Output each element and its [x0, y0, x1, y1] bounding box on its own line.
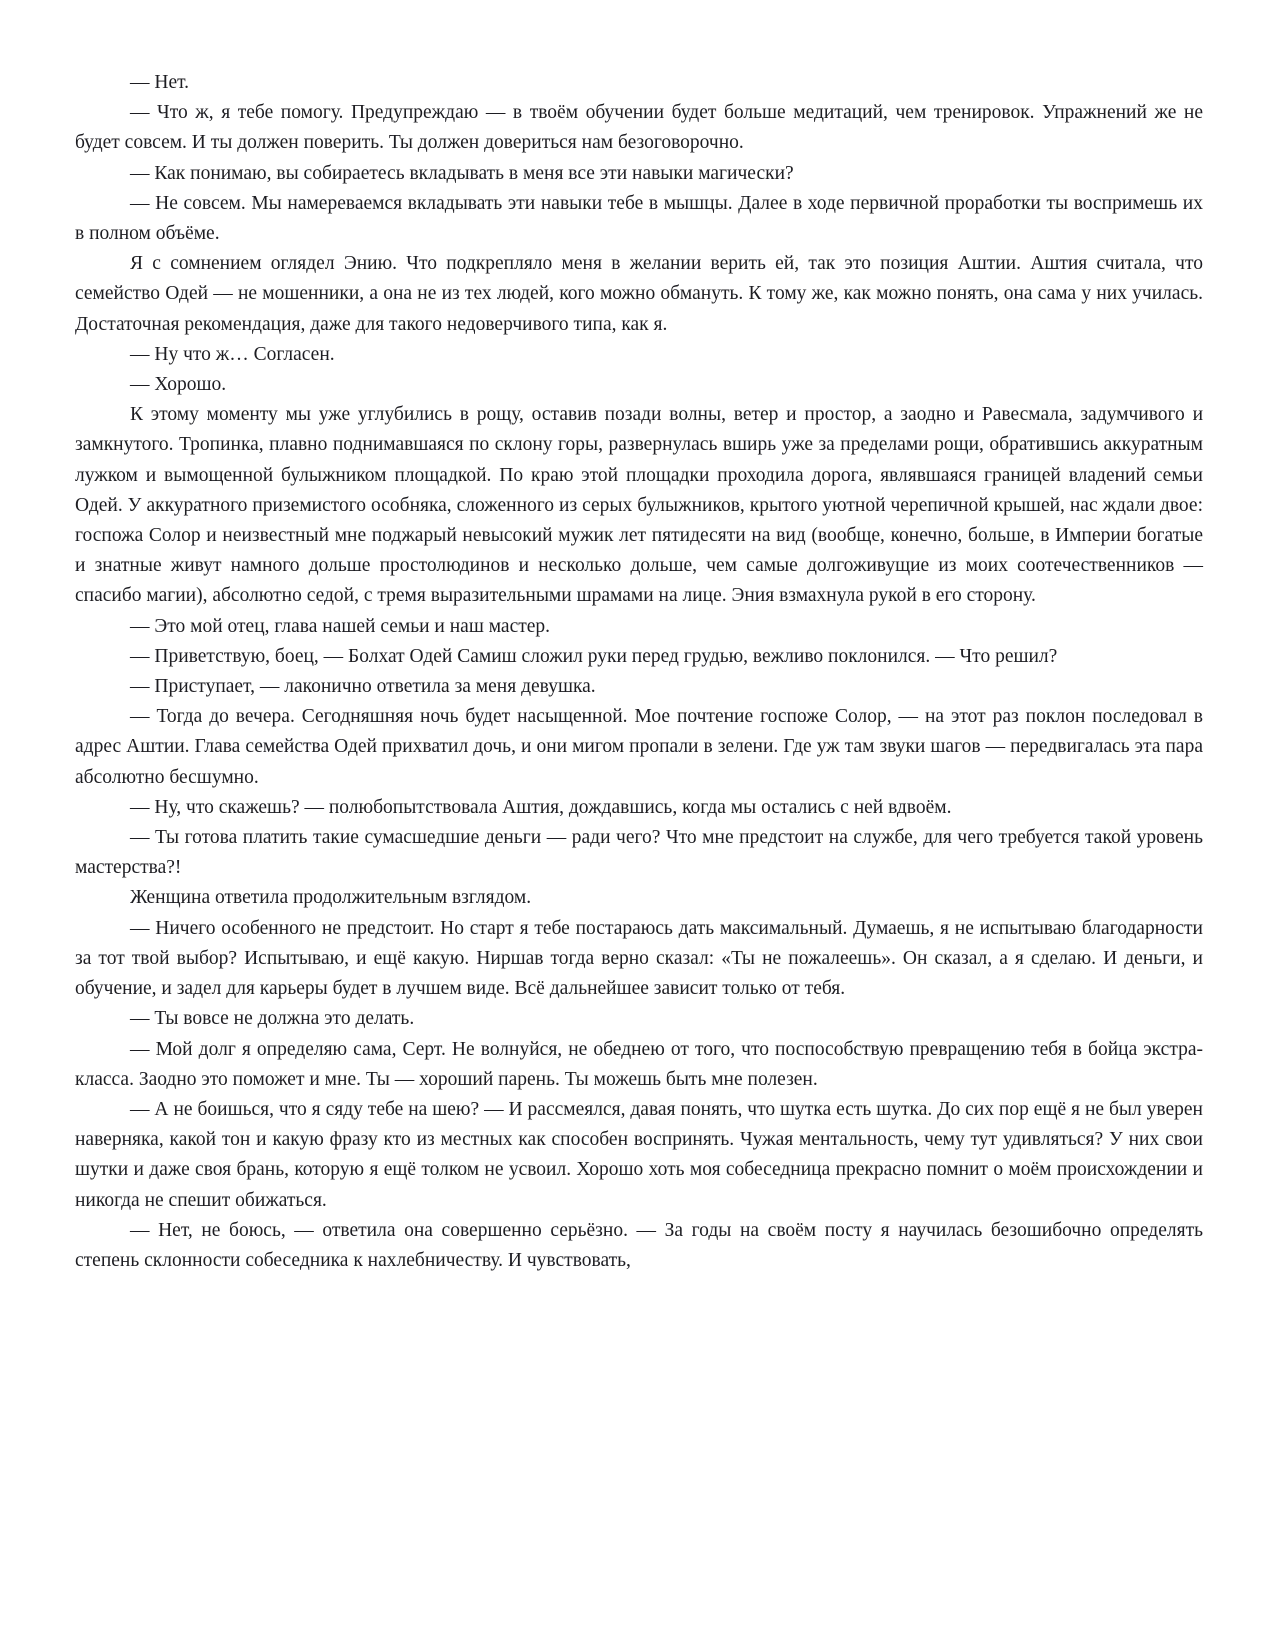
paragraph: — Что ж, я тебе помогу. Предупреждаю — в твоём обучении будет больше медитаций, чем тренировок. Упражнений же не будет совсем. И ты должен поверить. Ты должен довериться нам безоговорочно.: [75, 102, 1203, 154]
paragraph: — Ты готова платить такие сумасшедшие деньги — ради чего? Что мне предстоит на службе, для чего требуется такой уровень мастерства?!: [75, 827, 1203, 879]
paragraph: — Это мой отец, глава нашей семьи и наш мастер.: [130, 615, 551, 637]
paragraph: — Нет.: [130, 72, 190, 93]
paragraph: Я с сомнением оглядел Энию. Что подкрепляло меня в желании верить ей, так это позиция Аштии. Аштия считала, что семейство Одей — не мошенники, а она не из тех людей, кого можно обмануть. К тому же, как можно понять, она сама у них училась. Достаточная рекомендация, даже для такого недоверчивого типа, как я.: [75, 253, 1203, 335]
paragraph: — Ну что ж… Согласен.: [130, 343, 335, 365]
paragraph: Женщина ответила продолжительным взглядом.: [130, 887, 532, 909]
paragraph: — Приветствую, боец, — Болхат Одей Самиш сложил руки перед грудью, вежливо поклонился. — Что решил?: [130, 645, 1058, 667]
paragraph: — А не боишься, что я сяду тебе на шею? — И рассмеялся, давая понять, что шутка есть шутка. До сих пор ещё я не был уверен наверняка, какой тон и какую фразу кто из местных как способен воспринять. Чужая ментальность, чему тут удивляться? У них свои шутки и даже своя брань, которую я ещё толком не усвоил. Хорошо хоть моя собеседница прекрасно помнит о моём происхождении и никогда не спешит обижаться.: [75, 1098, 1203, 1211]
paragraph: — Нет, не боюсь, — ответила она совершенно серьёзно. — За годы на своём посту я научилась безошибочно определять степень склонности собеседника к нахлебничеству. И чувствовать,: [75, 1219, 1203, 1271]
paragraph: — Мой долг я определяю сама, Серт. Не волнуйся, не обеднею от того, что поспособствую превращению тебя в бойца экстра-класса. Заодно это поможет и мне. Ты — хороший парень. Ты можешь быть мне полезен.: [75, 1038, 1203, 1090]
paragraph: — Ничего особенного не предстоит. Но старт я тебе постараюсь дать максимальный. Думаешь, я не испытываю благодарности за тот твой выбор? Испытываю, и ещё какую. Ниршав тогда верно сказал: «Ты не пожалеешь». Он сказал, а я сделаю. И деньги, и обучение, и задел для карьеры будет в лучшем виде. Всё дальнейшее зависит только от тебя.: [75, 917, 1203, 1000]
paragraph: — Ты вовсе не должна это делать.: [130, 1008, 415, 1030]
paragraph: — Тогда до вечера. Сегодняшняя ночь будет насыщенной. Мое почтение госпоже Солор, — на этот раз поклон последовал в адрес Аштии. Глава семейства Одей прихватил дочь, и они мигом пропали в зелени. Где уж там звуки шагов — передвигалась эта пара абсолютно бесшумно.: [75, 706, 1203, 788]
paragraph: — Как понимаю, вы собираетесь вкладывать в меня все эти навыки магически?: [130, 162, 794, 184]
paragraph: — Приступает, — лаконично ответила за меня девушка.: [130, 676, 596, 698]
paragraph: — Хорошо.: [130, 374, 227, 396]
paragraph: — Не совсем. Мы намереваемся вкладывать эти навыки тебе в мышцы. Далее в ходе первичной проработки ты воспримешь их в полном объёме.: [75, 192, 1203, 245]
paragraph: — Ну, что скажешь? — полюбопытствовала Аштия, дождавшись, когда мы остались с ней вдвоём.: [130, 796, 952, 818]
paragraph: К этому моменту мы уже углубились в рощу, оставив позади волны, ветер и простор, а заодно и Равесмала, задумчивого и замкнутого. Тропинка, плавно поднимавшаяся по склону горы, развернулась вширь уже за пределами рощи, обратившись аккуратным лужком и вымощенной булыжником площадкой. По краю этой площадки проходила дорога, являвшаяся границей владений семьи Одей. У аккуратного приземистого особняка, сложенного из серых булыжников, крытого уютной черепичной крышей, нас ждали двое: госпожа Солор и неизвестный мне поджарый невысокий мужик лет пятидесяти на вид (вообще, конечно, больше, в Империи богатые и знатные живут намного дольше простолюдинов и несколько дольше, чем самые долгоживущие из моих соотечественников — спасибо магии), абсолютно седой, с тремя выразительными шрамами на лице. Эния взмахнула рукой в его сторону.: [75, 404, 1203, 607]
text-body: [75, 68, 1203, 1276]
